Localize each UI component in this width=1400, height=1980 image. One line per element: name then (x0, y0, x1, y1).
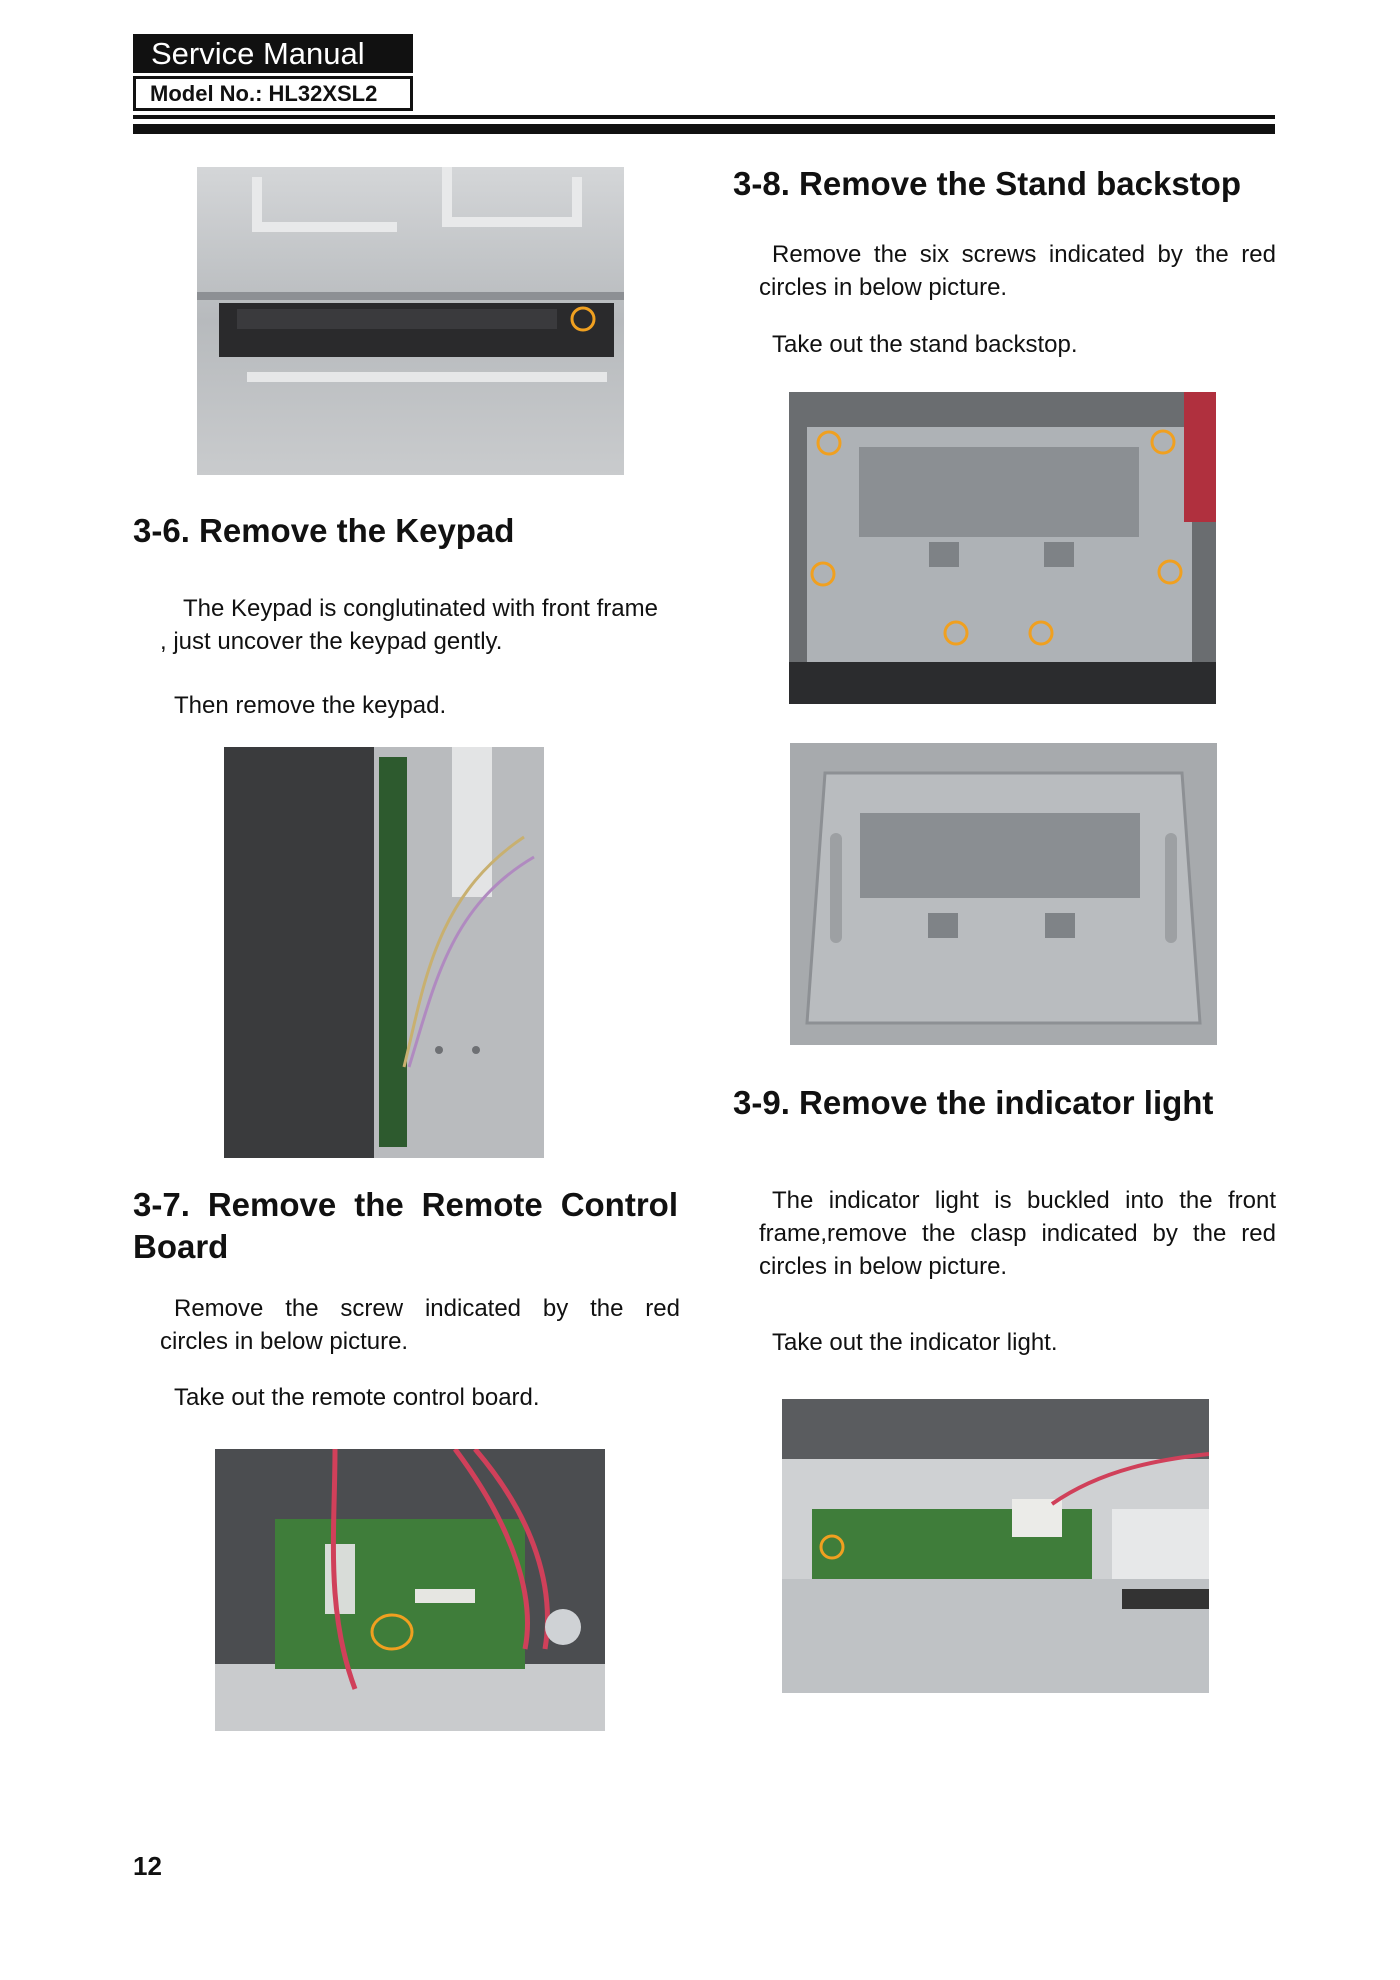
remote-text-line2: circles in below picture. (160, 1328, 409, 1355)
keypad-text-step: Then remove the keypad. (174, 692, 447, 719)
heading-remote-line1: 3-7. Remove the Remote Control (133, 1186, 678, 1223)
heading-keypad: 3-6. Remove the Keypad (133, 512, 515, 549)
header-rule-thick (133, 124, 1275, 134)
stand-text-line2: circles in below picture. (759, 274, 1008, 301)
photo-remote-board (215, 1449, 605, 1731)
photo-keypad-location (197, 167, 624, 475)
indicator-text-line1: The indicator light is buckled into the front (772, 1187, 1276, 1214)
keypad-text-line1: The Keypad is conglutinated with front frame (183, 595, 658, 622)
page-number: 12 (133, 1851, 162, 1881)
manual-title: Service Manual (133, 34, 413, 73)
remote-text-line1: Remove the screw indicated by the red (174, 1295, 680, 1322)
model-number: Model No.: HL32XSL2 (133, 76, 413, 111)
photo-stand-backstop (790, 743, 1217, 1045)
indicator-text-line2: frame,remove the clasp indicated by the red (759, 1220, 1276, 1247)
header-rule-thin (133, 115, 1275, 119)
indicator-text-line3: circles in below picture. (759, 1253, 1008, 1280)
photo-keypad-board (224, 747, 544, 1158)
photo-stand-screws (789, 392, 1216, 704)
photo-indicator-board (782, 1399, 1209, 1693)
indicator-text-step: Take out the indicator light. (772, 1329, 1058, 1356)
keypad-text-line2: , just uncover the keypad gently. (160, 628, 503, 655)
heading-stand: 3-8. Remove the Stand backstop (733, 165, 1241, 202)
stand-text-line1: Remove the six screws indicated by the red (772, 241, 1276, 268)
remote-text-step: Take out the remote control board. (174, 1384, 540, 1411)
heading-remote-line2: Board (133, 1228, 229, 1265)
stand-text-step: Take out the stand backstop. (772, 331, 1078, 358)
heading-indicator: 3-9. Remove the indicator light (733, 1084, 1214, 1121)
